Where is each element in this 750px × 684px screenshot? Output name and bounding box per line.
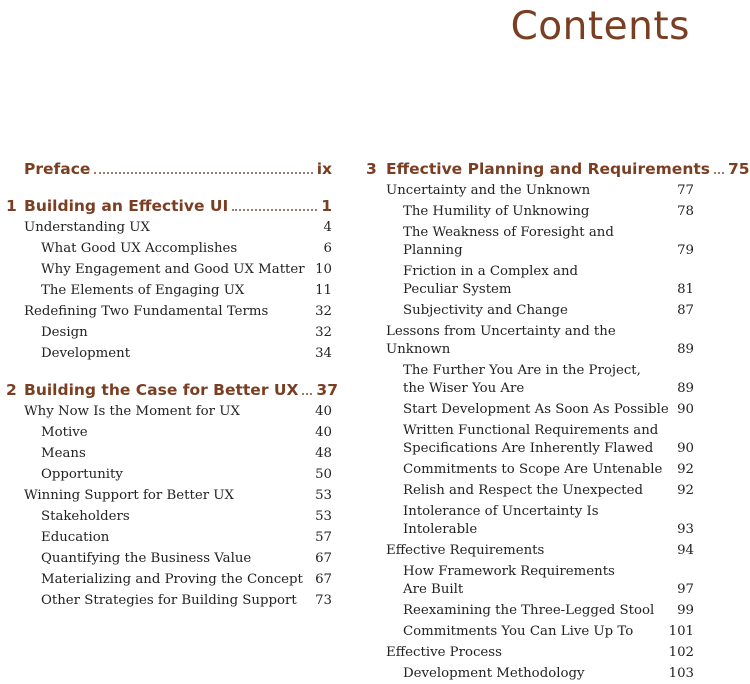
dot-leader <box>714 172 724 174</box>
toc-subsection-entry[interactable] <box>364 480 694 501</box>
section-gap <box>0 180 332 192</box>
entry-title: The Humility of Unknowing <box>403 204 590 219</box>
toc-subsection-entry[interactable] <box>364 201 694 222</box>
page-number: 79 <box>677 243 694 258</box>
toc-subsection-entry[interactable] <box>0 343 332 364</box>
entry-title: What Good UX Accomplishes <box>41 241 238 256</box>
toc-subsection-entry[interactable] <box>0 569 332 590</box>
entry-title: Development <box>41 346 131 361</box>
section-gap <box>0 364 332 376</box>
chapter-number: 3 <box>366 160 377 178</box>
toc-subsection-entry[interactable] <box>0 590 332 611</box>
entry-title: Motive <box>41 425 88 440</box>
toc-subsection-entry[interactable] <box>0 464 332 485</box>
toc-section-entry[interactable] <box>364 642 694 663</box>
page-number: 97 <box>677 582 694 597</box>
page-number: 90 <box>677 402 694 417</box>
toc-subsection-entry[interactable] <box>364 459 694 480</box>
entry-title: Reexamining the Three-Legged Stool <box>403 603 655 618</box>
page-number: 57 <box>315 530 332 545</box>
page-number: 1 <box>321 197 332 215</box>
page-title: Contents <box>510 4 690 49</box>
entry-title: The Weakness of Foresight and Planning <box>403 225 614 258</box>
entry-title: Commitments You Can Live Up To <box>403 624 634 639</box>
toc-subsection-entry[interactable] <box>364 261 694 300</box>
entry-title: Subjectivity and Change <box>403 303 568 318</box>
toc-chapter-entry[interactable] <box>364 159 750 179</box>
toc-subsection-entry[interactable] <box>364 561 694 600</box>
page-number: 78 <box>677 204 694 219</box>
entry-title: Education <box>41 530 110 545</box>
page-number: 10 <box>315 262 332 277</box>
entry-title: Materializing and Proving the Concept <box>41 572 303 587</box>
entry-title: Preface <box>24 160 91 178</box>
toc-section-entry[interactable] <box>364 540 694 561</box>
entry-title: Quantifying the Business Value <box>41 551 252 566</box>
page-number: 89 <box>677 381 694 396</box>
page-number: 50 <box>315 467 332 482</box>
entry-title: Effective Planning and Requirements <box>386 160 710 178</box>
toc-subsection-entry[interactable] <box>0 506 332 527</box>
entry-title: The Elements of Engaging UX <box>41 283 245 298</box>
page-number: 6 <box>323 241 332 256</box>
toc-chapter-entry[interactable] <box>0 196 332 216</box>
entry-title: Why Engagement and Good UX Matter <box>41 262 305 277</box>
page-number: 48 <box>315 446 332 461</box>
entry-title: Redefining Two Fundamental Terms <box>24 304 269 319</box>
page-number: 53 <box>315 509 332 524</box>
entry-title: Building the Case for Better UX <box>24 381 299 399</box>
toc-subsection-entry[interactable] <box>0 322 332 343</box>
toc-chapter-entry[interactable] <box>0 159 332 179</box>
toc-subsection-entry[interactable] <box>0 527 332 548</box>
page-number: 94 <box>677 543 694 558</box>
toc-subsection-entry[interactable] <box>0 259 332 280</box>
entry-title: Written Functional Requirements and Specifications Are Inherently Flawed <box>403 423 659 456</box>
dot-leader <box>302 393 312 395</box>
toc-column-left <box>0 155 338 611</box>
toc-subsection-entry[interactable] <box>0 443 332 464</box>
toc-subsection-entry[interactable] <box>364 621 694 642</box>
page-number: 89 <box>677 342 694 357</box>
page-number: 40 <box>315 404 332 419</box>
entry-title: Lessons from Uncertainty and the Unknown <box>386 324 616 357</box>
entry-title: Opportunity <box>41 467 123 482</box>
page-number: 67 <box>315 551 332 566</box>
page-number: 37 <box>316 381 338 399</box>
page-number: 34 <box>315 346 332 361</box>
page-number: 102 <box>668 645 694 660</box>
toc-subsection-entry[interactable] <box>364 360 694 399</box>
toc-subsection-entry[interactable] <box>364 420 694 459</box>
page-number: 81 <box>677 282 694 297</box>
toc-subsection-entry[interactable] <box>364 501 694 540</box>
page-number: 99 <box>677 603 694 618</box>
page-number: 67 <box>315 572 332 587</box>
entry-title: Uncertainty and the Unknown <box>386 183 591 198</box>
toc-chapter-entry[interactable] <box>0 380 338 400</box>
entry-title: Intolerance of Uncertainty Is Intolerable <box>403 504 599 537</box>
page-number: 32 <box>315 325 332 340</box>
entry-title: Understanding UX <box>24 220 150 235</box>
toc-section-entry[interactable] <box>364 180 694 201</box>
entry-title: Start Development As Soon As Possible <box>403 402 669 417</box>
page-number: 77 <box>677 183 694 198</box>
entry-title: Building an Effective UI <box>24 197 229 215</box>
chapter-number: 2 <box>6 381 17 399</box>
page-number: 4 <box>323 220 332 235</box>
toc-section-entry[interactable] <box>364 321 694 360</box>
toc-section-entry[interactable] <box>0 485 332 506</box>
toc-subsection-entry[interactable] <box>0 548 332 569</box>
entry-title: Effective Process <box>386 645 502 660</box>
toc-section-entry[interactable] <box>0 401 332 422</box>
page-number: 11 <box>315 283 332 298</box>
toc-section-entry[interactable] <box>0 301 332 322</box>
entry-title: Why Now Is the Moment for UX <box>24 404 240 419</box>
page-number: 93 <box>677 522 694 537</box>
page-number: ix <box>316 160 332 178</box>
entry-title: Relish and Respect the Unexpected <box>403 483 644 498</box>
toc-subsection-entry[interactable] <box>364 600 694 621</box>
page-number: 90 <box>677 441 694 456</box>
page-number: 75 <box>728 160 750 178</box>
toc-subsection-entry[interactable] <box>364 663 694 684</box>
toc-subsection-entry[interactable] <box>364 300 694 321</box>
page-number: 92 <box>677 462 694 477</box>
entry-title: Design <box>41 325 88 340</box>
page-number: 32 <box>315 304 332 319</box>
entry-title: Commitments to Scope Are Untenable <box>403 462 663 477</box>
toc-subsection-entry[interactable] <box>0 238 332 259</box>
entry-title: How Framework Requirements Are Built <box>403 564 615 597</box>
chapter-number: 1 <box>6 197 17 215</box>
entry-title: Effective Requirements <box>386 543 545 558</box>
page-number: 73 <box>315 593 332 608</box>
entry-title: The Further You Are in the Project, the Wiser You Are <box>403 363 641 396</box>
toc-subsection-entry[interactable] <box>0 280 332 301</box>
toc-subsection-entry[interactable] <box>364 399 694 420</box>
toc-section-entry[interactable] <box>0 217 332 238</box>
toc-subsection-entry[interactable] <box>0 422 332 443</box>
page-number: 92 <box>677 483 694 498</box>
page-number: 40 <box>315 425 332 440</box>
page-number: 87 <box>677 303 694 318</box>
entry-title: Friction in a Complex and Peculiar System <box>403 264 579 297</box>
dot-leader <box>232 209 317 211</box>
entry-title: Winning Support for Better UX <box>24 488 234 503</box>
toc-column-right <box>364 155 750 684</box>
page-number: 103 <box>668 666 694 681</box>
page-number: 101 <box>668 624 694 639</box>
toc-subsection-entry[interactable] <box>364 222 694 261</box>
entry-title: Means <box>41 446 86 461</box>
entry-title: Development Methodology <box>403 666 585 681</box>
entry-title: Other Strategies for Building Support <box>41 593 297 608</box>
entry-title: Stakeholders <box>41 509 130 524</box>
dot-leader <box>94 172 312 174</box>
page-number: 53 <box>315 488 332 503</box>
